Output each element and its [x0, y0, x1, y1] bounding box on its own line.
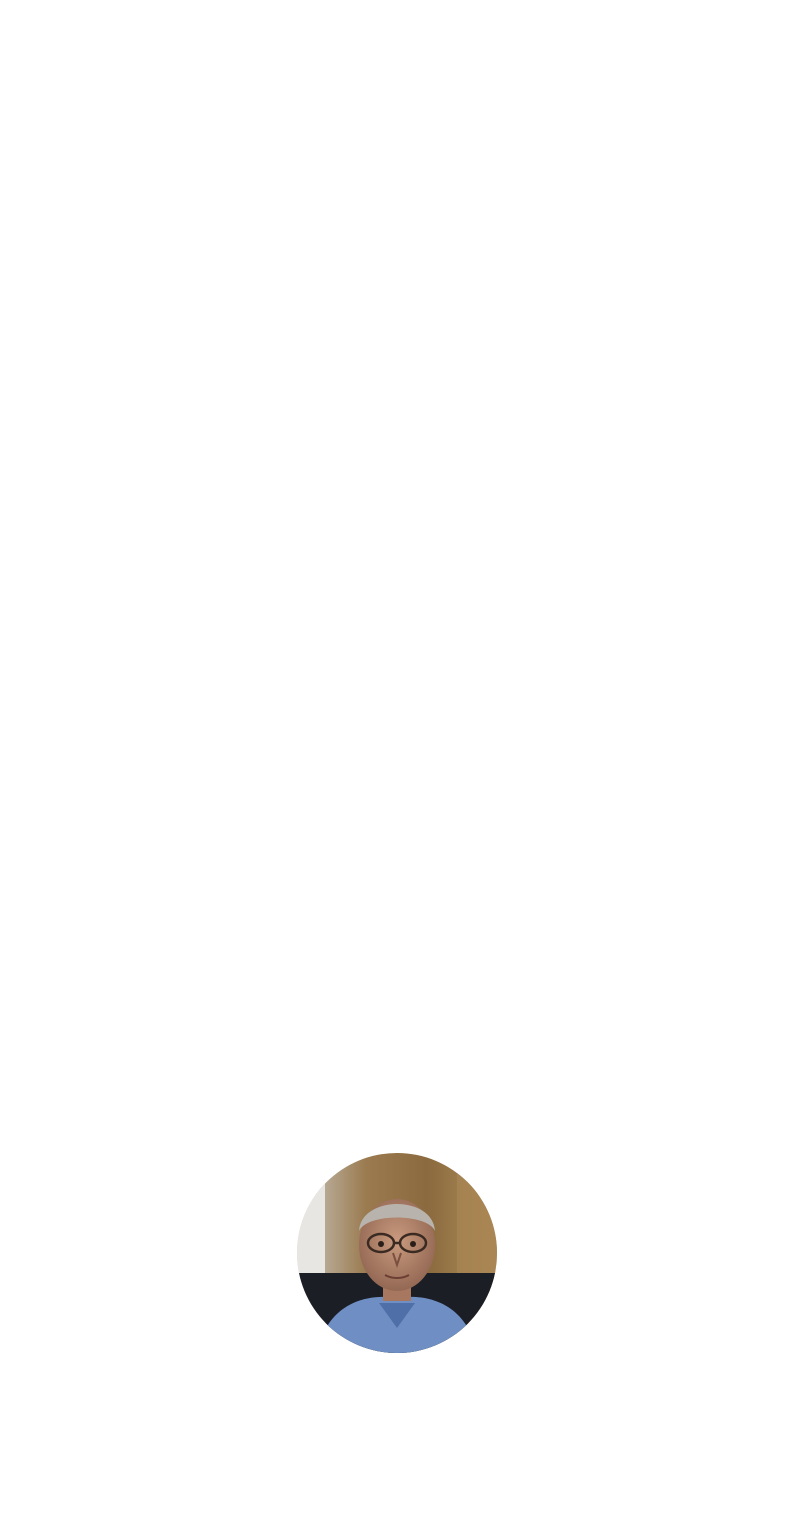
- code-line: [8, 1015, 788, 1033]
- code-line: [8, 1105, 788, 1123]
- code-line: [8, 1051, 788, 1069]
- code-line: [8, 873, 788, 891]
- file-comment-block: [8, 1105, 788, 1123]
- code-line: [8, 997, 788, 1015]
- code-line: [8, 891, 788, 909]
- code-line: [8, 943, 788, 961]
- author-portrait-icon: [297, 1153, 497, 1353]
- code-line: [8, 925, 788, 943]
- author-avatar: [297, 1153, 497, 1353]
- code-line: [8, 979, 788, 997]
- imports-block: [8, 873, 788, 909]
- code-line: [8, 1069, 788, 1087]
- class-body-block: [8, 925, 788, 1087]
- code-line: [8, 961, 788, 979]
- code-line: [8, 1033, 788, 1051]
